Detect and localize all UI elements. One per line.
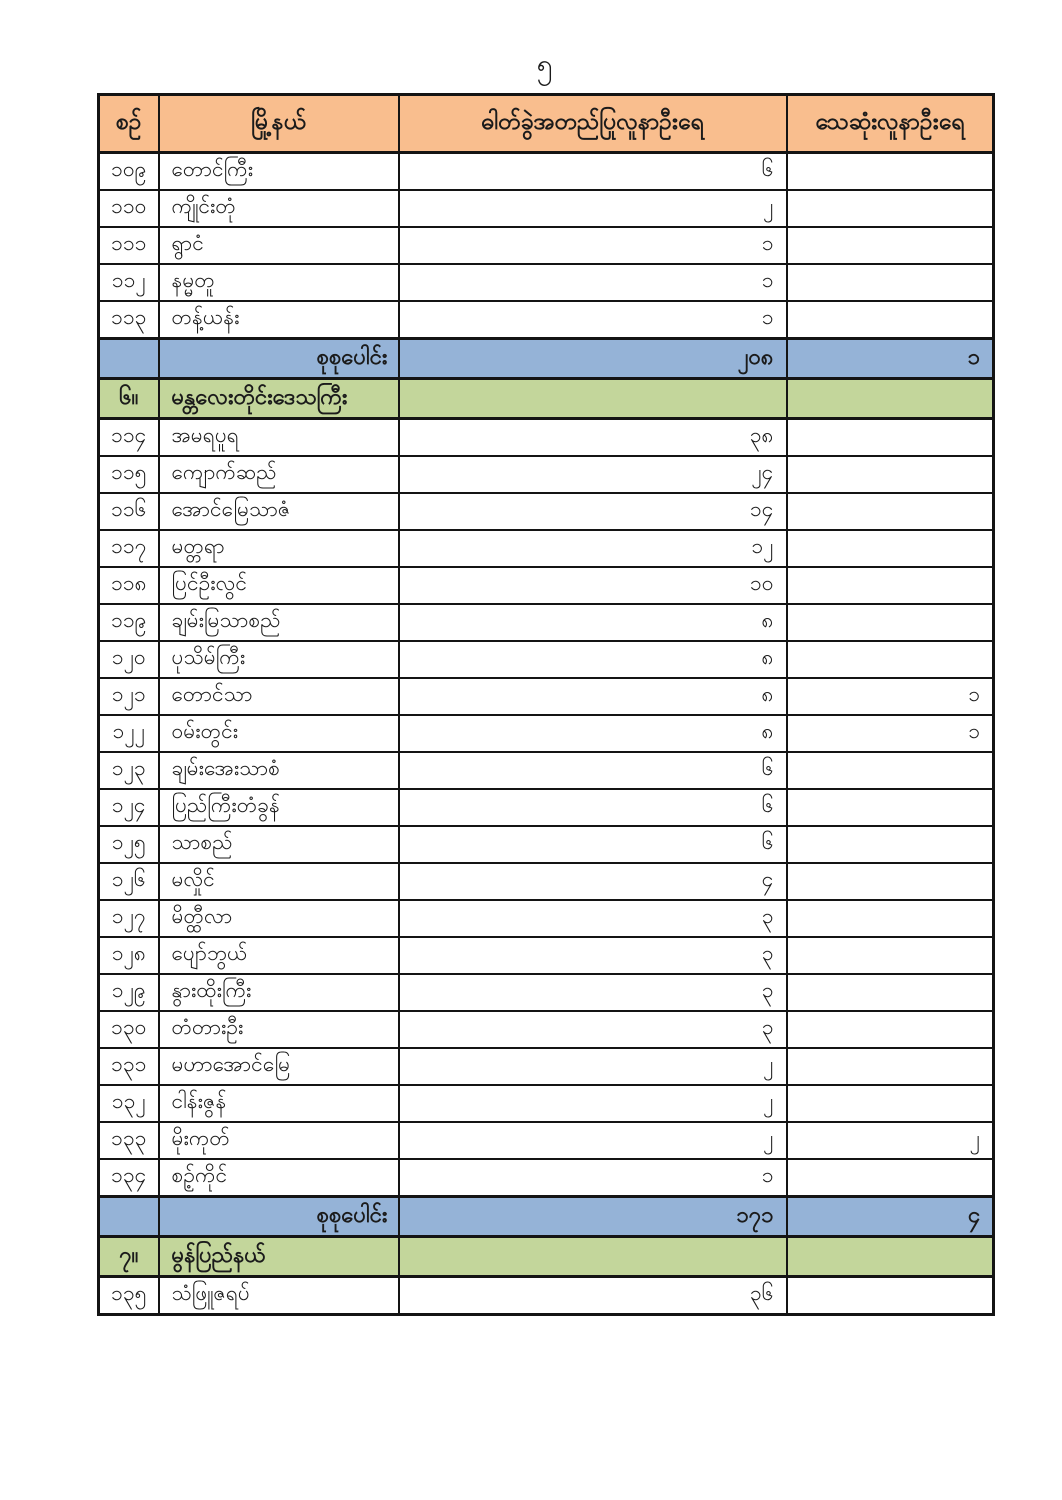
cell-no: ၇။ (99, 1237, 159, 1277)
cell-deaths (787, 379, 994, 419)
section-row (99, 379, 994, 419)
header-row (99, 95, 994, 153)
table-row (99, 227, 994, 264)
cell-deaths (787, 301, 994, 339)
table-row (99, 974, 994, 1011)
cell-township: ဝမ်းတွင်း (159, 715, 399, 752)
cell-no: ၁၂၃ (99, 752, 159, 789)
cell-no: ၁၃၁ (99, 1048, 159, 1085)
cell-deaths: ၁ (787, 715, 994, 752)
cell-township: မန္တလေးတိုင်းဒေသကြီး (159, 379, 399, 419)
column-header-no: စဉ် (99, 95, 159, 153)
cell-deaths (787, 1048, 994, 1085)
cell-deaths (787, 937, 994, 974)
cell-deaths (787, 1159, 994, 1197)
cell-confirmed: ၆ (399, 826, 787, 863)
cell-deaths (787, 419, 994, 457)
cell-township: မလှိုင် (159, 863, 399, 900)
cell-township: ရွာငံ (159, 227, 399, 264)
table-row (99, 567, 994, 604)
cell-no: ၆။ (99, 379, 159, 419)
cell-confirmed: ၁ (399, 227, 787, 264)
cell-township: ငါန်းဇွန် (159, 1085, 399, 1122)
cell-no: ၁၂၀ (99, 641, 159, 678)
section-row (99, 1237, 994, 1277)
cell-confirmed: ၆ (399, 789, 787, 826)
cell-township: ပျော်ဘွယ် (159, 937, 399, 974)
table-row (99, 456, 994, 493)
cell-township: မိုးကုတ် (159, 1122, 399, 1159)
table-row (99, 826, 994, 863)
cell-township: စဉ့်ကိုင် (159, 1159, 399, 1197)
table-row (99, 1011, 994, 1048)
cell-deaths (787, 789, 994, 826)
cell-confirmed: ၃၈ (399, 419, 787, 457)
table-row (99, 1159, 994, 1197)
cell-township: သံဖြူဇရပ် (159, 1277, 399, 1315)
cell-deaths (787, 153, 994, 191)
cell-deaths (787, 900, 994, 937)
cell-township: ကျိုင်းတုံ (159, 190, 399, 227)
cell-confirmed: ၁ (399, 1159, 787, 1197)
cell-no: ၁၁၆ (99, 493, 159, 530)
cell-confirmed: ၆ (399, 752, 787, 789)
cell-no: ၁၁၈ (99, 567, 159, 604)
cell-deaths: ၂ (787, 1122, 994, 1159)
cell-confirmed: ၃ (399, 1011, 787, 1048)
cell-deaths (787, 227, 994, 264)
cell-confirmed: ၁၇၁ (399, 1197, 787, 1237)
table-row (99, 153, 994, 191)
cell-confirmed: ၂၀၈ (399, 339, 787, 379)
cell-confirmed: ၂ (399, 1085, 787, 1122)
cell-township: စုစုပေါင်း (159, 1197, 399, 1237)
cell-confirmed: ၃ (399, 937, 787, 974)
cell-no: ၁၃၃ (99, 1122, 159, 1159)
table-body (99, 153, 994, 1315)
cell-township: ကျောက်ဆည် (159, 456, 399, 493)
cell-township: ပြည်ကြီးတံခွန် (159, 789, 399, 826)
cell-township: ပြင်ဦးလွင် (159, 567, 399, 604)
cell-township: မိတ္ထီလာ (159, 900, 399, 937)
page-number: ၅ (536, 48, 553, 81)
cell-no: ၁၁၄ (99, 419, 159, 457)
cell-township: စုစုပေါင်း (159, 339, 399, 379)
cell-deaths: ၁ (787, 678, 994, 715)
cell-deaths (787, 530, 994, 567)
cell-township: တောင်သာ (159, 678, 399, 715)
total-row (99, 1197, 994, 1237)
cell-deaths (787, 752, 994, 789)
table-row (99, 937, 994, 974)
cell-deaths (787, 1277, 994, 1315)
cell-confirmed: ၁၂ (399, 530, 787, 567)
cell-township: တောင်ကြီး (159, 153, 399, 191)
cell-no: ၁၂၁ (99, 678, 159, 715)
cell-no: ၁၁၁ (99, 227, 159, 264)
cell-no: ၁၃၂ (99, 1085, 159, 1122)
cell-deaths (787, 604, 994, 641)
cell-township: မဟာအောင်မြေ (159, 1048, 399, 1085)
table-row (99, 301, 994, 339)
cell-no: ၁၂၅ (99, 826, 159, 863)
cell-confirmed (399, 379, 787, 419)
cell-no: ၁၁၅ (99, 456, 159, 493)
table-row (99, 789, 994, 826)
cell-township: မတ္တရာ (159, 530, 399, 567)
cell-township: အောင်မြေသာဇံ (159, 493, 399, 530)
cell-deaths (787, 456, 994, 493)
cell-township: နွားထိုးကြီး (159, 974, 399, 1011)
cell-confirmed: ၈ (399, 641, 787, 678)
table-row (99, 1085, 994, 1122)
cell-confirmed: ၁၀ (399, 567, 787, 604)
cell-confirmed: ၁၄ (399, 493, 787, 530)
table-row (99, 678, 994, 715)
cell-deaths (787, 190, 994, 227)
column-header-township: မြို့နယ် (159, 95, 399, 153)
cell-confirmed (399, 1237, 787, 1277)
table-row (99, 604, 994, 641)
covid-township-table (97, 93, 995, 1316)
cell-township: ပုသိမ်ကြီး (159, 641, 399, 678)
cell-no: ၁၂၂ (99, 715, 159, 752)
cell-confirmed: ၈ (399, 604, 787, 641)
cell-no: ၁၃၅ (99, 1277, 159, 1315)
column-header-confirmed: ဓါတ်ခွဲအတည်ပြုလူနာဦးရေ (399, 95, 787, 153)
table-row (99, 190, 994, 227)
table-row (99, 1277, 994, 1315)
cell-deaths: ၁ (787, 339, 994, 379)
cell-deaths: ၄ (787, 1197, 994, 1237)
cell-no: ၁၁၂ (99, 264, 159, 301)
table-row (99, 1122, 994, 1159)
cell-township: အမရပူရ (159, 419, 399, 457)
cell-no: ၁၁၀ (99, 190, 159, 227)
cell-deaths (787, 863, 994, 900)
cell-no: ၁၀၉ (99, 153, 159, 191)
cell-confirmed: ၈ (399, 715, 787, 752)
cell-township: မွန်ပြည်နယ် (159, 1237, 399, 1277)
cell-confirmed: ၃၆ (399, 1277, 787, 1315)
cell-no: ၁၂၄ (99, 789, 159, 826)
cell-deaths (787, 974, 994, 1011)
cell-confirmed: ၃ (399, 974, 787, 1011)
table-row (99, 863, 994, 900)
cell-confirmed: ၂ (399, 1122, 787, 1159)
cell-deaths (787, 641, 994, 678)
table-row (99, 493, 994, 530)
cell-no: ၁၃၄ (99, 1159, 159, 1197)
table-row (99, 900, 994, 937)
cell-deaths (787, 264, 994, 301)
cell-confirmed: ၂ (399, 1048, 787, 1085)
table-row (99, 752, 994, 789)
cell-no: ၁၁၉ (99, 604, 159, 641)
table-row (99, 530, 994, 567)
cell-deaths (787, 567, 994, 604)
table-row (99, 715, 994, 752)
table-row (99, 641, 994, 678)
cell-deaths (787, 1237, 994, 1277)
cell-confirmed: ၁ (399, 264, 787, 301)
cell-no (99, 1197, 159, 1237)
cell-confirmed: ၁ (399, 301, 787, 339)
column-header-deaths: သေဆုံးလူနာဦးရေ (787, 95, 994, 153)
cell-township: တန့်ယန်း (159, 301, 399, 339)
cell-no: ၁၁၇ (99, 530, 159, 567)
cell-confirmed: ၂ (399, 190, 787, 227)
cell-deaths (787, 826, 994, 863)
cell-confirmed: ၈ (399, 678, 787, 715)
cell-no: ၁၂၇ (99, 900, 159, 937)
cell-no: ၁၂၉ (99, 974, 159, 1011)
cell-confirmed: ၆ (399, 153, 787, 191)
cell-township: နမ္မတူ (159, 264, 399, 301)
cell-no: ၁၂၈ (99, 937, 159, 974)
cell-no (99, 339, 159, 379)
cell-confirmed: ၄ (399, 863, 787, 900)
cell-township: ချမ်းအေးသာစံ (159, 752, 399, 789)
table-row (99, 1048, 994, 1085)
cell-deaths (787, 493, 994, 530)
cell-no: ၁၂၆ (99, 863, 159, 900)
table-row (99, 419, 994, 457)
table-row (99, 264, 994, 301)
cell-no: ၁၁၃ (99, 301, 159, 339)
total-row (99, 339, 994, 379)
cell-township: သာစည် (159, 826, 399, 863)
cell-township: ချမ်းမြသာစည် (159, 604, 399, 641)
cell-confirmed: ၂၄ (399, 456, 787, 493)
cell-confirmed: ၃ (399, 900, 787, 937)
cell-deaths (787, 1085, 994, 1122)
cell-no: ၁၃၀ (99, 1011, 159, 1048)
cell-township: တံတားဦး (159, 1011, 399, 1048)
cell-deaths (787, 1011, 994, 1048)
